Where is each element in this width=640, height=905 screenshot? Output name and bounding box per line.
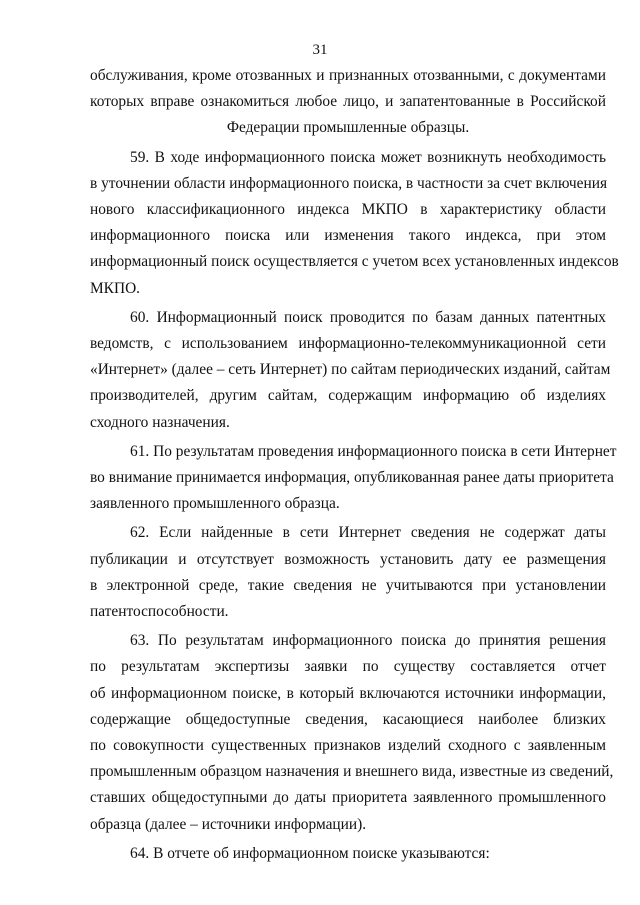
text-line: МКПО. bbox=[90, 279, 141, 297]
text-line: в уточнении области информационного поиска, в частности за счет включения bbox=[90, 174, 608, 192]
text-line: об информационном поиске, в который включаются источники информации, bbox=[90, 684, 606, 702]
text-line: ведомств, с использованием информационно-телекоммуникационной сети bbox=[90, 335, 606, 353]
text-line: обслуживания, кроме отозванных и признанных отозванными, с документами bbox=[90, 67, 606, 84]
text-line: содержащие общедоступные сведения, касающиеся наиболее близких bbox=[90, 710, 606, 728]
page-number: 31 bbox=[312, 42, 328, 58]
text-line: во внимание принимается информация, опубликованная ранее даты приоритета bbox=[90, 469, 614, 487]
paragraph-60 bbox=[90, 305, 611, 436]
text-line: ставших общедоступными до даты приоритета заявленного промышленного bbox=[90, 789, 606, 807]
text-line: информационного поиска или изменения такого индекса, при этом bbox=[90, 227, 606, 245]
text-line: информационный поиск осуществляется с учетом всех установленных индексов bbox=[90, 253, 619, 271]
text-line: образца (далее – источники информации). bbox=[90, 815, 367, 833]
text-line: по совокупности существенных признаков изделий сходного с заявленным bbox=[90, 737, 606, 755]
text-line: нового классификационного индекса МКПО в характеристику области bbox=[90, 201, 606, 219]
text-line: 64. В отчете об информационном поиске указываются: bbox=[130, 844, 490, 862]
text-line: 62. Если найденные в сети Интернет сведения не содержат даты bbox=[130, 524, 606, 542]
paragraph-61 bbox=[90, 439, 617, 518]
text-line: 60. Информационный поиск проводится по базам данных патентных bbox=[130, 308, 606, 326]
text-line: публикации и отсутствует возможность установить дату ее размещения bbox=[90, 550, 606, 568]
text-line: Федерации промышленные образцы. bbox=[226, 119, 470, 137]
paragraph-continuation bbox=[90, 63, 606, 142]
text-line: заявленного промышленного образца. bbox=[90, 495, 340, 513]
paragraph-62 bbox=[90, 520, 606, 625]
document-body bbox=[90, 63, 619, 870]
paragraph-64 bbox=[90, 841, 606, 867]
text-line: «Интернет» (далее – сеть Интернет) по сайтам периодических изданий, сайтам bbox=[90, 361, 611, 379]
text-line: 59. В ходе информационного поиска может возникнуть необходимость bbox=[130, 148, 606, 166]
text-line: 61. По результатам проведения информационного поиска в сети Интернет bbox=[130, 442, 617, 460]
text-line: которых вправе ознакомиться любое лицо, и запатентованные в Российской bbox=[90, 93, 606, 111]
text-line: промышленным образцом назначения и внешнего вида, известные из сведений, bbox=[90, 763, 614, 781]
text-line: патентоспособности. bbox=[90, 603, 229, 621]
paragraph-59 bbox=[90, 145, 619, 302]
text-line: в электронной среде, такие сведения не учитываются при установлении bbox=[90, 576, 606, 594]
text-line: по результатам экспертизы заявки по существу составляется отчет bbox=[90, 658, 606, 676]
paragraph-63 bbox=[90, 628, 614, 838]
text-line: сходного назначения. bbox=[90, 413, 230, 431]
text-line: производителей, другим сайтам, содержащим информацию об изделиях bbox=[90, 387, 606, 405]
text-line: 63. По результатам информационного поиска до принятия решения bbox=[130, 632, 606, 650]
